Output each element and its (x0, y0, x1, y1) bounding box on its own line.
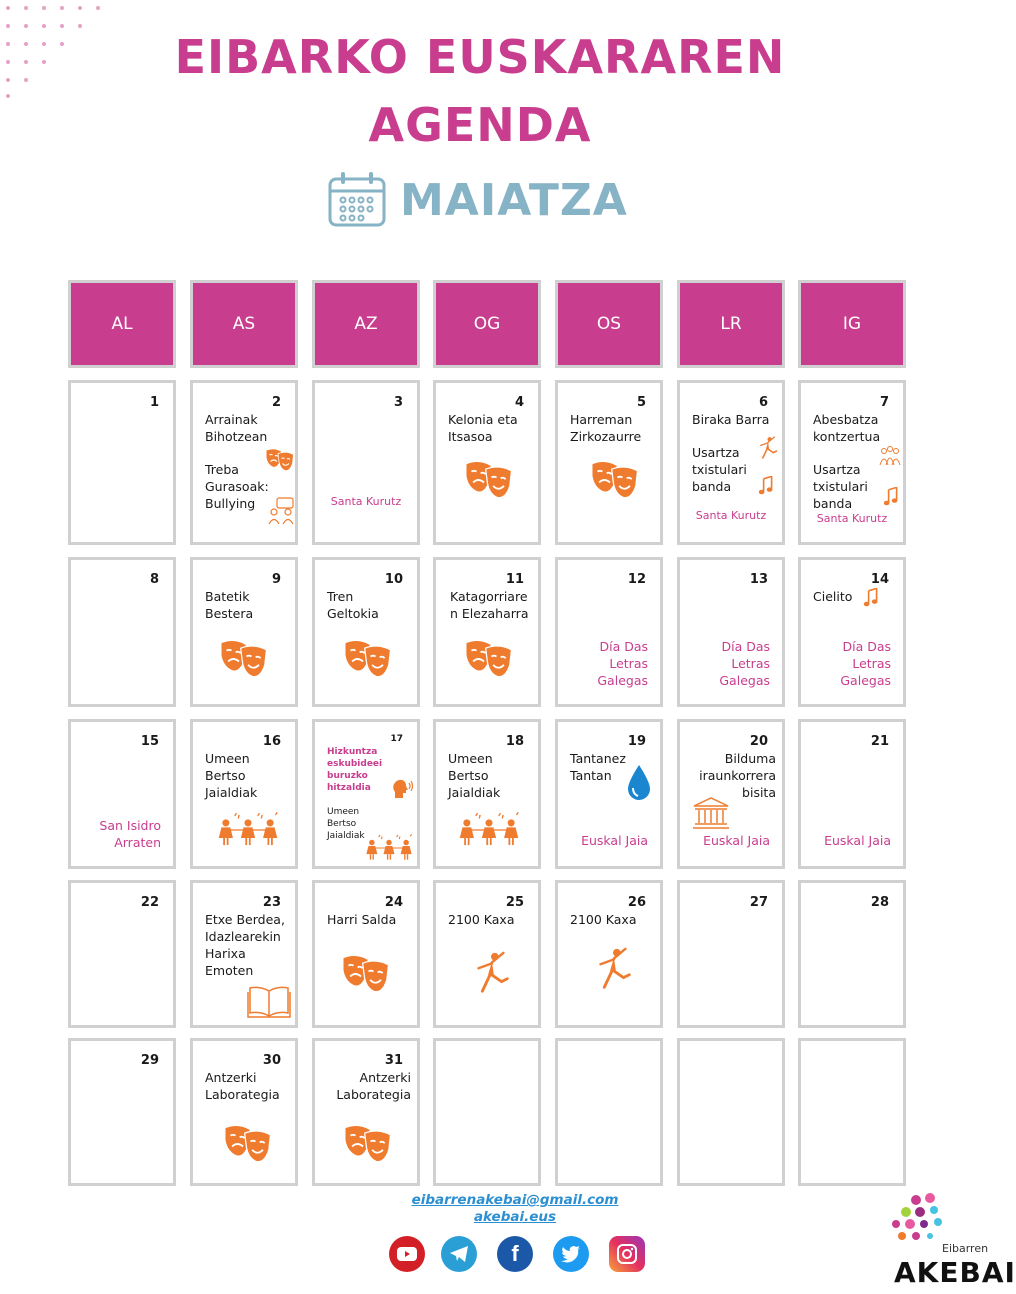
day-cell (433, 380, 541, 545)
day-cell (68, 880, 176, 1028)
singing-children-icon (365, 834, 413, 862)
day-cell (798, 557, 906, 707)
music-note-icon (883, 487, 899, 507)
day-cell (555, 880, 663, 1028)
day-cell (312, 1038, 420, 1186)
choir-icon (879, 445, 901, 467)
theater-masks-icon (464, 638, 514, 680)
singing-children-icon (217, 812, 279, 848)
day-number: 31 (384, 1053, 403, 1068)
event-title: Tantanez Tantan (570, 751, 626, 783)
day-number: 14 (870, 572, 889, 587)
day-number: 23 (262, 895, 281, 910)
day-cell (677, 880, 785, 1028)
dancer-icon (470, 949, 510, 997)
day-number: 30 (262, 1053, 281, 1068)
singing-children-icon (458, 812, 520, 848)
theater-masks-icon (590, 459, 640, 501)
month-name: MAIATZA (400, 174, 628, 226)
day-number: 26 (627, 895, 646, 910)
day-cell (798, 880, 906, 1028)
event-title: Umeen Bertso Jaialdiak (448, 751, 501, 800)
water-drop-icon (626, 764, 652, 802)
event-location: Día Das Letras Galegas (597, 639, 648, 688)
day-cell (555, 719, 663, 869)
day-number: 7 (879, 395, 889, 410)
day-cell (677, 719, 785, 869)
event-location: Santa Kurutz (816, 512, 888, 525)
dancer-icon (756, 435, 778, 461)
day-number: 18 (505, 734, 524, 749)
day-number: 27 (749, 895, 768, 910)
day-number: 22 (140, 895, 159, 910)
event-title: Antzerki Laborategia (205, 1070, 280, 1102)
day-cell (798, 380, 906, 545)
website-link[interactable]: akebai.eus (473, 1209, 557, 1225)
event-title: Cielito (813, 589, 853, 604)
day-number: 24 (384, 895, 403, 910)
event-title: 2100 Kaxa (448, 912, 515, 927)
event-title: Usartza txistulari banda (813, 462, 868, 511)
day-number: 1 (149, 395, 159, 410)
day-number: 5 (636, 395, 646, 410)
day-number: 19 (627, 734, 646, 749)
music-note-icon (758, 476, 774, 496)
email-link[interactable]: eibarrenakebai@gmail.com (411, 1192, 619, 1208)
day-cell (190, 719, 298, 869)
day-cell (312, 719, 420, 869)
day-number: 10 (384, 572, 403, 587)
logo-subtitle: Eibarren (942, 1242, 989, 1255)
day-cell (312, 557, 420, 707)
dancer-icon (592, 945, 632, 993)
day-number: 4 (514, 395, 524, 410)
weekday-header: OS (555, 280, 663, 368)
day-cell (433, 719, 541, 869)
event-location: Euskal Jaia (824, 833, 891, 848)
day-number: 2 (271, 395, 281, 410)
event-title: Umeen Bertso Jaialdiak (327, 807, 365, 841)
event-title: Katagorriaren Elezaharra (450, 589, 529, 621)
day-number: 13 (749, 572, 768, 587)
day-number: 3 (393, 395, 403, 410)
day-number: 6 (758, 395, 768, 410)
day-number: 29 (140, 1053, 159, 1068)
theater-masks-icon (343, 1123, 393, 1165)
weekday-header: IG (798, 280, 906, 368)
calendar-icon (326, 169, 388, 231)
day-cell (190, 380, 298, 545)
event-title: Biraka Barra (692, 412, 770, 427)
day-cell (68, 380, 176, 545)
theater-masks-icon (343, 638, 393, 680)
day-cell (312, 380, 420, 545)
day-number: 20 (749, 734, 768, 749)
facebook-icon[interactable]: f (497, 1236, 533, 1272)
event-title: Batetik Bestera (205, 589, 254, 621)
event-title: Abesbatza kontzertua (813, 412, 881, 444)
event-location: Euskal Jaia (581, 833, 648, 848)
day-number: 28 (870, 895, 889, 910)
event-title: 2100 Kaxa (570, 912, 637, 927)
day-number: 9 (271, 572, 281, 587)
decorative-dots (0, 0, 110, 100)
event-title: Harri Salda (327, 912, 397, 927)
theater-masks-icon (265, 447, 295, 473)
day-number: 25 (505, 895, 524, 910)
contact-info (380, 1192, 650, 1226)
day-cell (68, 1038, 176, 1186)
day-cell (190, 1038, 298, 1186)
event-title: Hizkuntza eskubideei buruzko hitzaldia (327, 747, 383, 793)
event-title: Tren Geltokia (327, 589, 379, 621)
event-location: Santa Kurutz (330, 495, 402, 508)
day-cell (798, 719, 906, 869)
logo-name: AKEBAI (894, 1256, 1016, 1289)
open-book-icon (247, 985, 291, 1019)
event-title: Etxe Berdea, Idazlearekin Harixa Emoten (205, 912, 285, 978)
day-cell (677, 557, 785, 707)
weekday-header: AS (190, 280, 298, 368)
day-cell (190, 557, 298, 707)
day-cell (312, 880, 420, 1028)
day-number: 11 (505, 572, 524, 587)
theater-masks-icon (341, 953, 391, 995)
day-cell-empty (433, 1038, 541, 1186)
event-title: Bilduma iraunkorrera bisita (699, 751, 776, 800)
day-cell-empty (555, 1038, 663, 1186)
twitter-icon[interactable] (553, 1236, 589, 1272)
day-cell (555, 380, 663, 545)
event-title: Antzerki Laborategia (336, 1070, 411, 1102)
event-location: Euskal Jaia (703, 833, 770, 848)
museum-icon (692, 796, 730, 830)
day-number: 15 (140, 734, 159, 749)
event-title: Arrainak Bihotzean (205, 412, 268, 444)
weekday-header: OG (433, 280, 541, 368)
theater-masks-icon (223, 1123, 273, 1165)
youtube-icon[interactable] (389, 1236, 425, 1272)
day-number: 12 (627, 572, 646, 587)
music-note-icon (863, 588, 879, 608)
day-number: 17 (390, 734, 403, 744)
telegram-icon[interactable] (441, 1236, 477, 1272)
weekday-header: LR (677, 280, 785, 368)
instagram-icon[interactable] (609, 1236, 645, 1272)
event-title: Harreman Zirkozaurre (570, 412, 642, 444)
day-cell (68, 557, 176, 707)
event-location: Día Das Letras Galegas (719, 639, 770, 688)
theater-masks-icon (464, 459, 514, 501)
speaking-icon (391, 778, 413, 800)
day-number: 8 (149, 572, 159, 587)
day-cell-empty (798, 1038, 906, 1186)
day-cell (433, 880, 541, 1028)
page-title-line1: EIBARKO EUSKARAREN (174, 30, 786, 84)
theater-masks-icon (219, 638, 269, 680)
weekday-header: AL (68, 280, 176, 368)
day-cell (433, 557, 541, 707)
day-cell (555, 557, 663, 707)
day-number: 16 (262, 734, 281, 749)
month-header (326, 168, 628, 232)
event-title: Kelonia eta Itsasoa (448, 412, 518, 444)
day-number: 21 (870, 734, 889, 749)
page-title-line2: AGENDA (368, 98, 592, 152)
weekday-header: AZ (312, 280, 420, 368)
day-cell (190, 880, 298, 1028)
conference-icon (267, 497, 295, 525)
event-title: Umeen Bertso Jaialdiak (205, 751, 258, 800)
event-title: Usartza txistulari banda (692, 445, 747, 494)
event-location: San Isidro Arraten (99, 818, 161, 850)
day-cell (68, 719, 176, 869)
event-title: Treba Gurasoak: Bullying (205, 462, 269, 511)
day-cell-empty (677, 1038, 785, 1186)
day-cell (677, 380, 785, 545)
event-location: Santa Kurutz (695, 509, 767, 522)
event-location: Día Das Letras Galegas (840, 639, 891, 688)
